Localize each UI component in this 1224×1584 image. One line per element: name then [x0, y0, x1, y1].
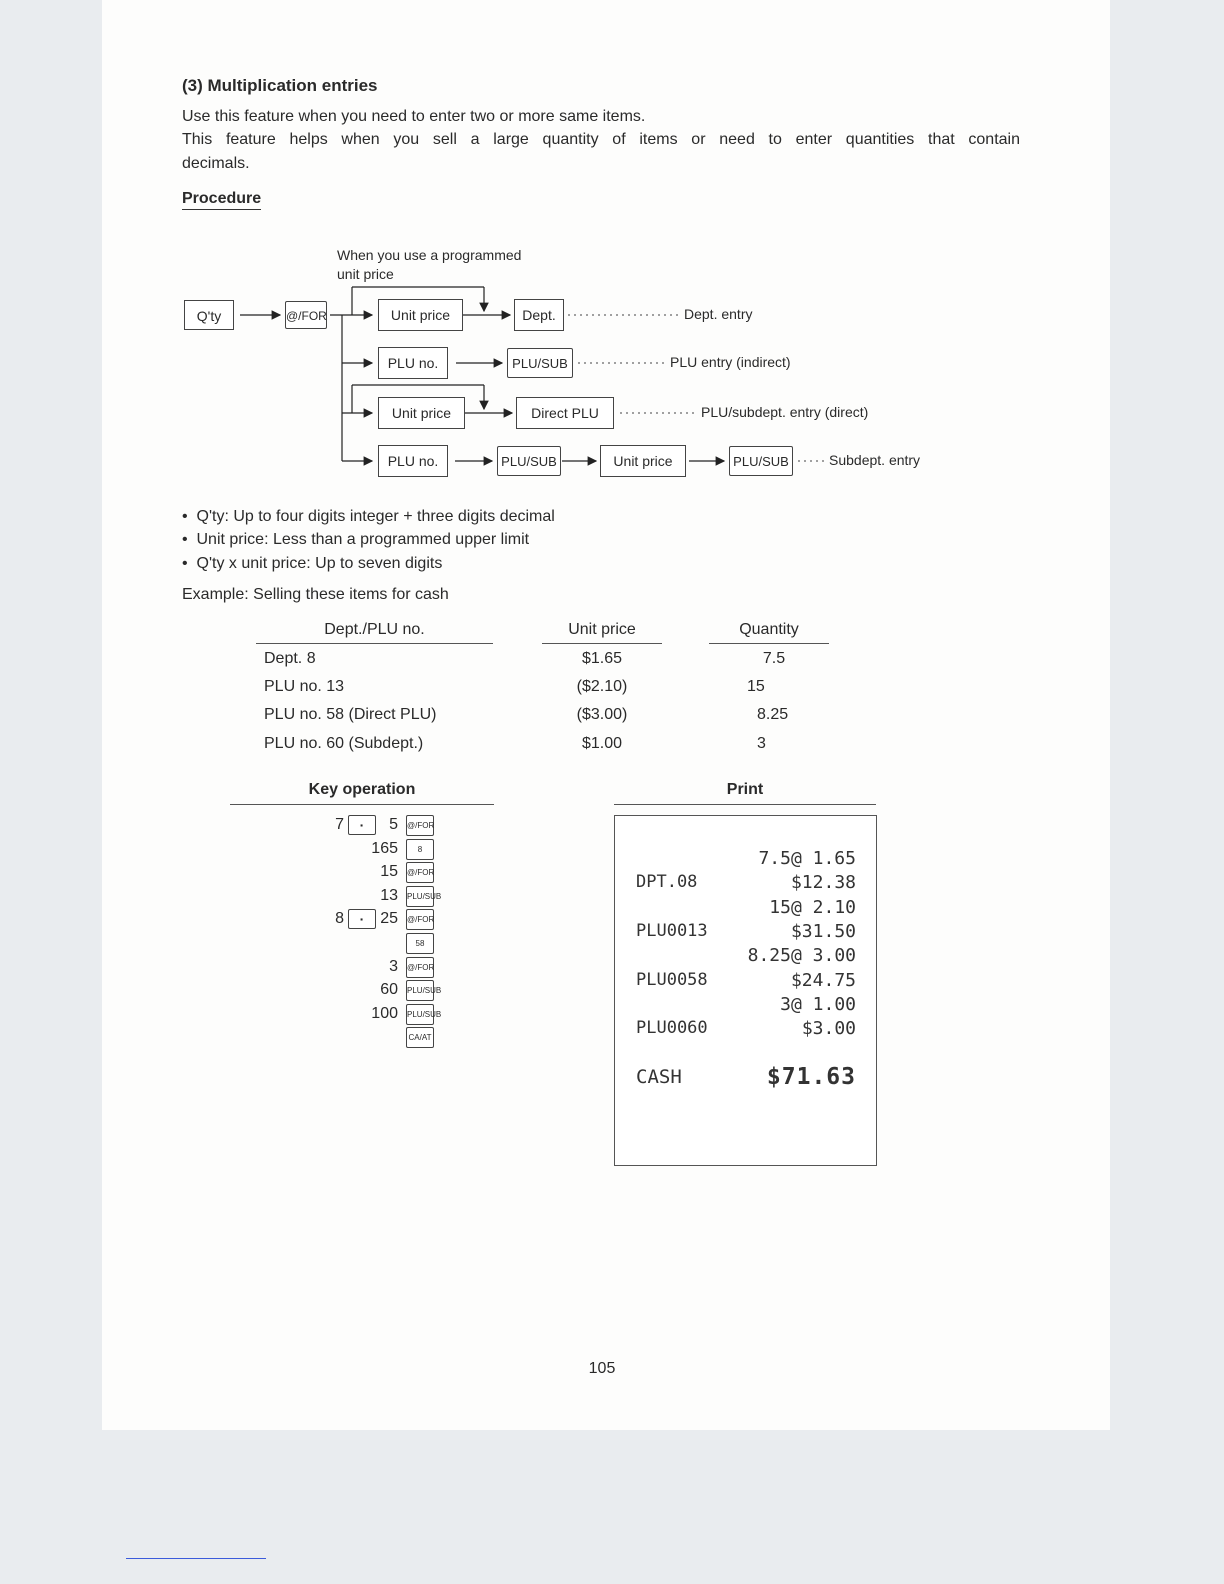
intro-line-2: This feature helps when you sell a large quantity of items or need to enter quantities that contain: [182, 131, 1020, 148]
print-title: Print: [726, 781, 764, 798]
receipt-line-label: PLU0060: [636, 1018, 708, 1039]
plu-sub-key-row4a: PLU/SUB: [497, 446, 561, 476]
plu-entry-indirect-label: PLU entry (indirect): [670, 354, 791, 370]
print-rule: [614, 804, 876, 805]
table-row-3-price: ($3.00): [576, 706, 628, 723]
key-operation-key: PLU/SUB: [406, 886, 434, 907]
plu-subdept-direct-label: PLU/subdept. entry (direct): [701, 404, 869, 420]
key-operation-key: @/FOR: [406, 957, 434, 978]
key-operation-number: 25: [380, 910, 398, 928]
table-header-rule: [709, 643, 829, 644]
key-operation-row: [0, 1003, 1224, 1027]
plu-no-key-row4: PLU no.: [378, 445, 448, 477]
key-operation-row: [0, 979, 1224, 1003]
key-operation-digit: 8: [335, 910, 344, 928]
plu-sub-key-row4b: PLU/SUB: [729, 446, 793, 476]
key-operation-title: Key operation: [308, 781, 416, 798]
receipt-line-value: 8.25@ 3.00: [747, 945, 856, 967]
key-operation-row: [0, 908, 1224, 932]
key-operation-number: 15: [380, 863, 398, 881]
key-operation-key: 8: [406, 839, 434, 860]
table-row-4-price: $1.00: [581, 735, 623, 752]
table-header-item: Dept./PLU no.: [324, 621, 425, 638]
unit-price-key-row4: Unit price: [600, 445, 686, 477]
dept-entry-label: Dept. entry: [684, 306, 753, 322]
example-label: Example: Selling these items for cash: [182, 586, 449, 603]
table-row-2-item: PLU no. 13: [264, 678, 345, 695]
receipt-line-value: 15@ 2.10: [769, 896, 856, 918]
subdept-entry-label: Subdept. entry: [829, 452, 921, 468]
at-for-key: @/FOR: [285, 301, 327, 329]
qty-key: Q'ty: [184, 300, 234, 330]
receipt-cash-total: $71.63: [766, 1064, 856, 1090]
bullet-qty: • Q'ty: Up to four digits integer + three digits decimal: [182, 508, 555, 525]
footer-link-rule: [126, 1558, 266, 1559]
decimal-point-key: ·: [348, 815, 376, 835]
key-operation-key: 58: [406, 933, 434, 954]
receipt-line-value: $12.38: [790, 872, 856, 894]
table-header-rule: [542, 643, 662, 644]
receipt-line-label: PLU0058: [636, 969, 708, 990]
key-operation-row: [0, 956, 1224, 980]
procedure-label: Procedure: [182, 190, 261, 210]
receipt-line-value: $3.00: [801, 1018, 856, 1040]
intro-line-3: decimals.: [182, 155, 250, 172]
key-operation-row: [0, 861, 1224, 885]
key-operation-digit: 7: [335, 816, 344, 833]
key-operation-key: CA/AT: [406, 1027, 434, 1048]
table-row-3-qty: 8.25: [757, 706, 789, 723]
key-operation-key: @/FOR: [406, 815, 434, 836]
key-operation-number: 5: [389, 816, 398, 833]
dept-key: Dept.: [514, 299, 564, 331]
key-operation-key: PLU/SUB: [406, 1004, 434, 1025]
receipt-cash-label: CASH: [636, 1066, 682, 1088]
table-row-4-item: PLU no. 60 (Subdept.): [264, 735, 424, 752]
receipt-line-label: PLU0013: [636, 920, 708, 941]
table-row-1-qty: 7.5: [762, 650, 786, 667]
receipt-line-value: 7.5@ 1.65: [758, 848, 856, 869]
receipt-line-label: DPT.08: [636, 872, 698, 893]
key-operation-number: 100: [371, 1004, 398, 1022]
key-operation-key: @/FOR: [406, 909, 434, 930]
key-operation-number: 60: [380, 981, 398, 999]
diagram-note-line1: When you use a programmed: [337, 247, 522, 263]
section-heading: (3) Multiplication entries: [182, 76, 378, 95]
table-header-unit-price: Unit price: [568, 621, 636, 638]
key-operation-row: [0, 885, 1224, 909]
intro-line-1: Use this feature when you need to enter two or more same items.: [182, 108, 646, 125]
page-number: 105: [588, 1360, 616, 1377]
key-operation-key: @/FOR: [406, 862, 434, 883]
key-operation-number: 13: [380, 886, 398, 904]
key-operation-rule: [230, 804, 494, 805]
key-operation-row: [0, 932, 1224, 956]
table-row-1-item: Dept. 8: [264, 650, 316, 667]
bullet-unit-price: • Unit price: Less than a programmed upper limit: [182, 531, 530, 548]
table-header-quantity: Quantity: [739, 621, 799, 638]
table-row-1-price: $1.65: [581, 650, 623, 667]
bullet-qty-x-price: • Q'ty x unit price: Up to seven digits: [182, 555, 443, 572]
key-operation-number: 3: [389, 957, 398, 975]
plu-no-key-row2: PLU no.: [378, 347, 448, 379]
key-operation-number: 165: [371, 839, 398, 857]
table-header-rule: [256, 643, 493, 644]
key-operation-row: [0, 1026, 1224, 1050]
diagram-note-line2: unit price: [337, 266, 394, 282]
key-operation-row: [0, 814, 1224, 838]
receipt-line-value: $24.75: [790, 969, 856, 991]
table-row-3-item: PLU no. 58 (Direct PLU): [264, 706, 437, 723]
key-operation-key: PLU/SUB: [406, 980, 434, 1001]
direct-plu-key: Direct PLU: [516, 397, 614, 429]
key-operation-row: [0, 838, 1224, 862]
receipt-line-value: 3@ 1.00: [780, 993, 856, 1015]
table-row-2-price: ($2.10): [576, 678, 628, 695]
table-row-4-qty: 3: [757, 735, 766, 752]
unit-price-key-row3: Unit price: [378, 397, 465, 429]
table-row-2-qty: 15: [747, 678, 765, 695]
decimal-point-key: ·: [348, 909, 376, 929]
plu-sub-key-row2: PLU/SUB: [507, 348, 573, 378]
unit-price-key-row1: Unit price: [378, 299, 463, 331]
receipt-line-value: $31.50: [790, 920, 856, 942]
